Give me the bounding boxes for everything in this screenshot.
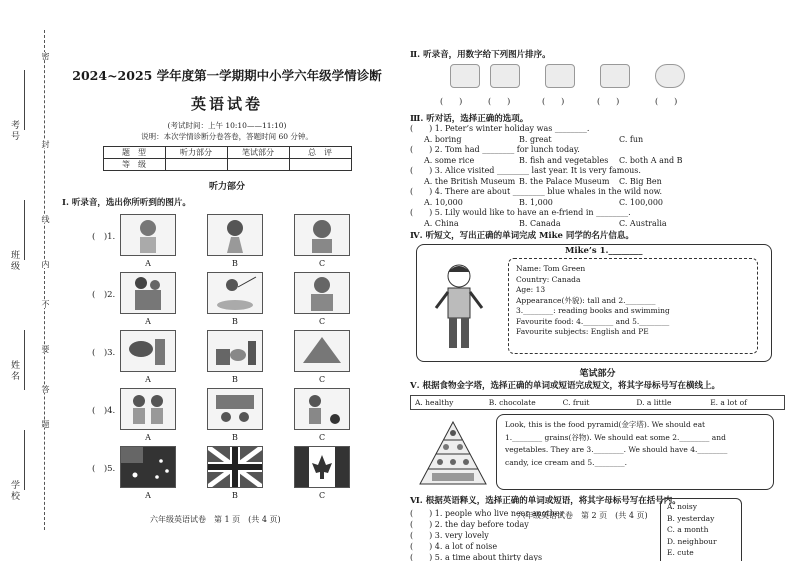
word-option[interactable]: E. a lot of — [710, 398, 747, 407]
question-stem: ( ) 2. Tom had ________ for lunch today. — [410, 145, 580, 154]
option-b[interactable]: B. Canada — [519, 218, 561, 228]
picture-children-playing[interactable] — [120, 388, 176, 430]
option-b[interactable]: B. fish and vegetables — [519, 155, 609, 165]
pyramid-passage — [496, 414, 774, 490]
picture-grandfather[interactable] — [294, 272, 350, 314]
option-label: B — [232, 317, 238, 326]
picture-row — [62, 214, 392, 272]
option-label: A — [145, 259, 151, 268]
passage-line: candy, ice cream and 5.________. — [505, 457, 627, 467]
word-option[interactable]: B. yesterday — [667, 513, 715, 523]
exam-instructions: 说明：本次学情诊断分卷答卷，答题时间 60 分钟。 — [141, 132, 313, 141]
definition-item: ( ) 1. people who live near another — [410, 509, 564, 518]
definition-item: ( ) 5. a time about thirty days — [410, 553, 543, 561]
picture-flag-canada[interactable] — [294, 446, 350, 488]
question-6-heading: Ⅵ. 根据英语释义，选择正确的单词或短语，将其字母标号写在括号内。 — [410, 496, 681, 506]
word-option[interactable]: E. cute — [667, 548, 694, 557]
name-line — [24, 330, 25, 390]
option-c[interactable]: C. 100,000 — [619, 197, 664, 207]
question-3-heading: Ⅲ. 听对话，选择正确的选项。 — [410, 114, 529, 124]
seal-mark: 答 — [41, 385, 50, 393]
picture-people-walking[interactable] — [120, 272, 176, 314]
question-5-heading: Ⅴ. 根据食物金字塔，选择正确的单词或短语完成短文，将其字母标号写在横线上。 — [410, 381, 721, 391]
score-header: 听力部分 — [165, 147, 227, 159]
answer-blank[interactable]: ( )5. — [92, 464, 116, 474]
question-options — [410, 135, 785, 146]
exam-number-line — [24, 70, 25, 130]
picture-girl[interactable] — [207, 214, 263, 256]
question-options — [410, 219, 785, 230]
picture-row — [62, 330, 392, 388]
grade-cell[interactable] — [289, 159, 351, 171]
class-line — [24, 200, 25, 260]
binding-margin — [0, 0, 58, 561]
card-line: Name: Tom Green — [516, 264, 586, 273]
seal-mark: 封 — [41, 140, 50, 148]
card-line: Age: 13 — [516, 285, 546, 294]
option-label: A — [145, 491, 151, 500]
option-label: C — [318, 259, 326, 268]
picture-choice-grid — [62, 214, 392, 504]
question-options — [410, 177, 785, 188]
word-option[interactable]: C. fruit — [562, 398, 590, 407]
question-options — [410, 198, 785, 209]
picture-flag-australia[interactable] — [120, 446, 176, 488]
question-4-heading: Ⅳ. 听短文，写出正确的单词完成 Mike 同学的名片信息。 — [410, 231, 634, 241]
question-stem: ( ) 5. Lily would like to have an e-friend in ________. — [410, 208, 631, 217]
page-footer-left: 六年级英语试卷 第 1 页 (共 4 页) — [150, 515, 281, 524]
grade-cell[interactable] — [165, 159, 227, 171]
seal-mark: 要 — [41, 345, 50, 353]
exam-time: (考试时间：上午 10:10——11:10) — [167, 121, 287, 130]
option-a[interactable]: A. 10,000 — [424, 197, 463, 207]
word-options-box — [660, 498, 742, 561]
option-label: A — [145, 433, 151, 442]
exam-number-label: 考号 — [9, 120, 19, 142]
picture-woman[interactable] — [294, 214, 350, 256]
picture-classroom[interactable] — [207, 388, 263, 430]
word-bank — [410, 395, 785, 410]
word-option[interactable]: D. neighbour — [667, 536, 717, 546]
option-a[interactable]: A. the British Museum — [424, 176, 516, 186]
answer-blank[interactable]: ( )2. — [92, 290, 116, 300]
definition-item: ( ) 4. a lot of noise — [410, 542, 498, 551]
seal-mark: 密 — [41, 52, 50, 60]
order-blank[interactable]: ( ) — [655, 97, 678, 106]
definition-item: ( ) 3. very lovely — [410, 531, 489, 540]
option-label: C — [318, 375, 326, 384]
question-1-heading: Ⅰ. 听录音，选出你所听到的图片。 — [62, 198, 191, 208]
score-header: 总 评 — [289, 147, 351, 159]
order-blank[interactable]: ( ) — [597, 97, 620, 106]
question-stem: ( ) 4. There are about ________ blue whales in the wild now. — [410, 187, 663, 196]
option-label: B — [232, 491, 238, 500]
left-page — [62, 30, 392, 504]
picture-dinosaur[interactable] — [545, 64, 575, 88]
picture-burger-food[interactable] — [120, 330, 176, 372]
option-b[interactable]: B. 1,000 — [519, 197, 553, 207]
option-label: B — [232, 433, 238, 442]
order-blank[interactable]: ( ) — [488, 97, 511, 106]
question-3-list — [410, 124, 785, 229]
seal-mark: 线 — [41, 215, 50, 223]
picture-boy[interactable] — [120, 214, 176, 256]
ordering-pictures — [410, 64, 785, 112]
page-footer-right: 六年级英语试卷 第 2 页 (共 4 页) — [517, 511, 648, 520]
option-label: B — [232, 259, 238, 268]
card-line: Favourite food: 4.________ and 5.________ — [516, 316, 670, 326]
answer-blank[interactable]: ( )1. — [92, 232, 116, 242]
grade-row-label: 等 级 — [103, 159, 165, 171]
order-blank[interactable]: ( ) — [542, 97, 565, 106]
food-pyramid-section — [410, 414, 785, 494]
option-label: A — [145, 317, 151, 326]
option-c[interactable]: C. Australia — [619, 218, 667, 228]
picture-row — [62, 388, 392, 446]
option-label: C — [318, 491, 326, 500]
answer-blank[interactable]: ( )4. — [92, 406, 116, 416]
seal-mark: 内 — [41, 260, 50, 268]
passage-line: vegetables. They are 3.________. We should have 4.________ — [505, 445, 728, 454]
score-header: 笔试部分 — [227, 147, 289, 159]
subject-title: 英语试卷 — [190, 95, 263, 113]
class-label: 班级 — [9, 250, 19, 272]
passage-line: 1.________ grains(谷物). We should eat some 2.________ and — [505, 432, 726, 442]
exam-title: 2024~2025 学年度第一学期期中小学六年级学情诊断 — [72, 68, 382, 83]
card-line: Appearance(外貌): tall and 2.________ — [516, 295, 656, 305]
option-label: C — [318, 433, 326, 442]
score-header: 题 型 — [103, 147, 165, 159]
card-title: Mike’s 1.________ — [565, 246, 643, 256]
school-line — [24, 430, 25, 490]
boy-illustration — [424, 260, 494, 356]
word-option[interactable]: A. healthy — [415, 398, 454, 407]
written-section-title: 笔试部分 — [579, 369, 616, 379]
option-b[interactable]: B. the Palace Museum — [519, 176, 610, 186]
picture-row — [62, 446, 392, 504]
option-c[interactable]: C. Big Ben — [619, 176, 662, 186]
card-line: 3.________: reading books and swimming — [516, 306, 670, 315]
seal-mark: 题 — [41, 420, 50, 428]
score-table — [103, 146, 352, 171]
picture-row — [62, 272, 392, 330]
listening-section-title: 听力部分 — [208, 182, 245, 192]
picture-fishing[interactable] — [207, 272, 263, 314]
name-label: 姓名 — [9, 360, 19, 382]
question-options — [410, 156, 785, 167]
card-line: Country: Canada — [516, 274, 581, 284]
order-blank[interactable]: ( ) — [440, 97, 463, 106]
answer-blank[interactable]: ( )3. — [92, 348, 116, 358]
passage-line: Look, this is the food pyramid(金字塔). We should eat — [505, 420, 706, 429]
word-option[interactable]: C. a month — [667, 525, 709, 534]
picture-flag-uk[interactable] — [207, 446, 263, 488]
card-info — [508, 258, 758, 354]
word-option[interactable]: B. chocolate — [488, 398, 536, 407]
picture-city[interactable] — [490, 64, 520, 88]
option-label: A — [145, 375, 151, 384]
word-option[interactable]: D. a little — [636, 398, 672, 407]
picture-playing-ball[interactable] — [294, 388, 350, 430]
picture-fast-food[interactable] — [207, 330, 263, 372]
option-label: C — [318, 317, 326, 326]
grade-cell[interactable] — [227, 159, 289, 171]
word-option[interactable]: A. noisy — [667, 502, 698, 511]
picture-bug[interactable] — [600, 64, 630, 88]
question-stem: ( ) 3. Alice visited ________ last year. It is very famous. — [410, 166, 641, 175]
option-label: B — [232, 375, 238, 384]
option-a[interactable]: A. boring — [424, 134, 462, 144]
card-line: Favourite subjects: English and PE — [516, 327, 649, 336]
seal-mark: 不 — [41, 300, 50, 308]
food-pyramid-image — [418, 420, 488, 486]
definition-item: ( ) 2. the day before today — [410, 520, 529, 529]
picture-food-plate[interactable] — [655, 64, 685, 88]
option-a[interactable]: A. China — [424, 218, 459, 228]
option-a[interactable]: A. some rice — [424, 155, 475, 165]
picture-sandwich[interactable] — [294, 330, 350, 372]
question-2-heading: Ⅱ. 听录音，用数字给下列图片排序。 — [410, 50, 551, 60]
seal-dashed-line — [44, 30, 45, 530]
option-b[interactable]: B. great — [519, 134, 552, 144]
option-c[interactable]: C. both A and B — [619, 155, 683, 165]
right-page — [410, 48, 785, 561]
question-stem: ( ) 1. Peter’s winter holiday was ________. — [410, 124, 590, 133]
school-label: 学校 — [9, 480, 19, 502]
option-c[interactable]: C. fun — [619, 134, 644, 144]
picture-woman-item[interactable] — [450, 64, 480, 88]
name-card — [410, 244, 785, 366]
